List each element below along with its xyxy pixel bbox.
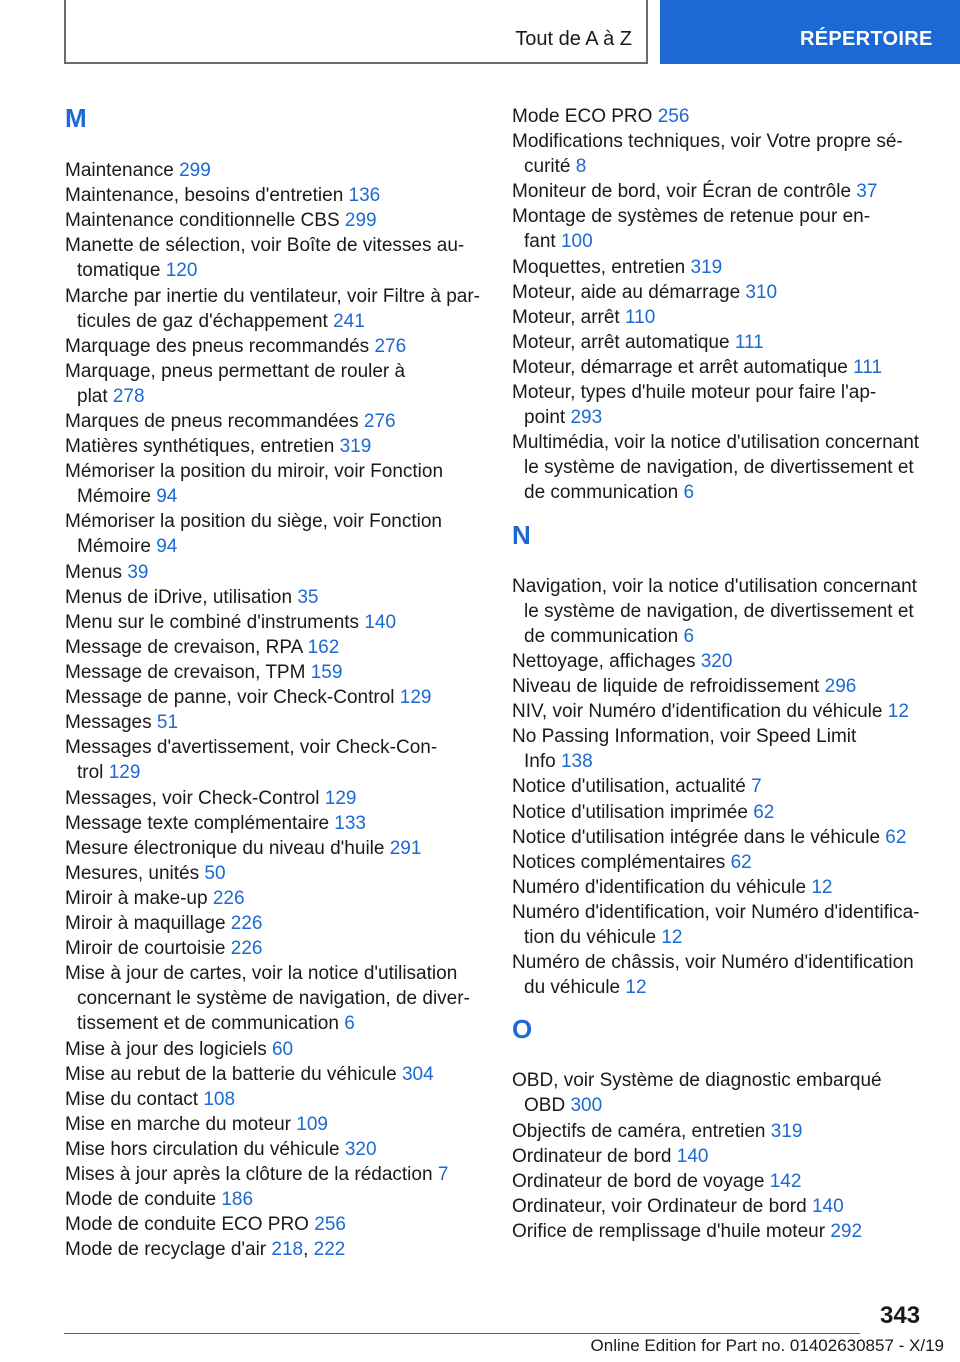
index-entry-text: curité 8: [524, 156, 587, 178]
page-reference-link[interactable]: 226: [212, 887, 245, 909]
index-entry: [65, 786, 485, 811]
index-entry-text: tomatique 120: [77, 260, 198, 282]
index-entry: [65, 334, 485, 359]
index-entry-text: OBD 300: [524, 1095, 603, 1117]
index-entry-text: Ordinateur de bord de voyage 142: [512, 1170, 802, 1192]
index-entry-text: Messages d'avertissement, voir Check-Con-: [65, 737, 438, 759]
page-reference-link[interactable]: 140: [811, 1195, 844, 1217]
index-entry-text: Maintenance conditionnelle CBS 299: [65, 210, 377, 232]
index-entry: [512, 724, 932, 774]
page-reference-link[interactable]: 304: [401, 1063, 434, 1085]
index-entry-text: Moteur, aide au démarrage 310: [512, 281, 778, 303]
index-entry: [512, 104, 932, 129]
page-reference-link[interactable]: 291: [389, 837, 422, 859]
page-reference-link[interactable]: 62: [885, 826, 907, 848]
page-reference-link[interactable]: 7: [437, 1164, 449, 1185]
page-reference-link[interactable]: 12: [811, 876, 833, 898]
index-entry-text: Modifications techniques, voir Votre propre sé-: [512, 131, 903, 153]
index-entry: [65, 233, 485, 283]
index-entry-text: No Passing Information, voir Speed Limit: [512, 726, 857, 748]
index-entry-text: Info 138: [524, 751, 593, 773]
index-entry: [65, 1162, 485, 1187]
index-entry: [512, 825, 932, 850]
page-reference-link[interactable]: 129: [399, 687, 432, 709]
index-entry-text: Mode de recyclage d'air 218, 222: [65, 1239, 346, 1261]
index-entry-text: Notice d'utilisation intégrée dans le véhicule 62: [512, 826, 907, 848]
page-reference-link[interactable]: 37: [856, 181, 878, 203]
page-reference-link[interactable]: 159: [310, 662, 343, 683]
index-entry: [512, 699, 932, 724]
page-reference-link[interactable]: 50: [204, 862, 226, 884]
index-entry-text: de communication 6: [524, 625, 695, 647]
index-entry-text: Messages 51: [65, 712, 179, 734]
index-entry: [512, 900, 932, 950]
index-entry-text: Ordinateur, voir Ordinateur de bord 140: [512, 1195, 844, 1217]
page-reference-link[interactable]: 8: [575, 156, 587, 178]
index-entry: [65, 936, 485, 961]
page-reference-link[interactable]: 12: [661, 926, 683, 948]
index-entry: [512, 179, 932, 204]
page-reference-link[interactable]: 12: [625, 977, 647, 999]
page-reference-link[interactable]: 293: [570, 407, 603, 429]
index-entry-text: Moteur, arrêt 110: [512, 306, 656, 328]
index-entry-text: Mise à jour de cartes, voir la notice d'utilisation: [65, 963, 458, 985]
index-entry: [512, 255, 932, 280]
index-entry: [512, 204, 932, 254]
index-entry-text: Mises à jour après la clôture de la rédaction 7: [65, 1164, 449, 1185]
index-entry-text: Maintenance 299: [65, 160, 211, 181]
index-entry-text: Message texte complémentaire 133: [65, 812, 366, 834]
index-entry-text: Numéro de châssis, voir Numéro d'identification: [512, 952, 914, 974]
index-entry-text: Ordinateur de bord 140: [512, 1145, 709, 1167]
page-reference-link[interactable]: 319: [339, 436, 372, 458]
index-entry-text: Message de panne, voir Check-Control 129: [65, 687, 432, 709]
page-reference-link[interactable]: 7: [751, 776, 762, 798]
index-entry-text: le système de navigation, de divertissement et: [524, 457, 914, 479]
index-entry-text: Notice d'utilisation, actualité 7: [512, 776, 762, 798]
index-entry: [512, 1144, 932, 1169]
index-entry: [65, 635, 485, 660]
index-entry: [65, 836, 485, 861]
index-entry: [65, 284, 485, 334]
index-entry-text: Notices complémentaires 62: [512, 851, 752, 873]
page-reference-link[interactable]: 256: [657, 106, 690, 127]
page-reference-link[interactable]: 39: [127, 561, 149, 583]
page-reference-link[interactable]: 94: [156, 536, 178, 558]
index-entry: [512, 1194, 932, 1219]
index-entry: [65, 183, 485, 208]
page-reference-link[interactable]: 140: [676, 1145, 709, 1167]
index-entry-text: Niveau de liquide de refroidissement 296: [512, 676, 857, 697]
index-entry-text: Mise à jour des logiciels 60: [65, 1038, 294, 1060]
header-tab-left-label: Tout de A à Z: [515, 28, 632, 50]
index-entry: [512, 355, 932, 380]
page-reference-link[interactable]: 278: [112, 385, 145, 407]
index-entry: [512, 330, 932, 355]
index-entry: [512, 774, 932, 799]
index-entry-text: NIV, voir Numéro d'identification du véhicule 12: [512, 701, 909, 723]
index-entry-text: trol 129: [77, 762, 141, 784]
index-entry-text: Matières synthétiques, entretien 319: [65, 436, 372, 458]
page-reference-link[interactable]: 62: [730, 851, 752, 873]
index-entry-text: Manette de sélection, voir Boîte de vitesses au-: [65, 235, 465, 257]
index-entry-text: Mesure électronique du niveau d'huile 291: [65, 837, 422, 859]
index-entry-text: Miroir de courtoisie 226: [65, 938, 263, 960]
index-entry: [65, 1212, 485, 1237]
index-entry: [65, 886, 485, 911]
section-letter: O: [512, 1014, 533, 1045]
page-reference-link[interactable]: 110: [625, 306, 656, 328]
page-reference-link[interactable]: 129: [108, 762, 141, 784]
page-reference-link[interactable]: 276: [363, 411, 396, 432]
page-reference-link[interactable]: 138: [560, 751, 593, 773]
index-entry-text: de communication 6: [524, 482, 695, 504]
index-entry-text: Nettoyage, affichages 320: [512, 650, 733, 672]
index-entry-text: Miroir à make-up 226: [65, 887, 245, 909]
index-entry-text: ticules de gaz d'échappement 241: [77, 310, 365, 332]
index-entry: [512, 1068, 932, 1118]
index-entry: [65, 1087, 485, 1112]
index-entry-text: Numéro d'identification, voir Numéro d'identifica-: [512, 901, 920, 923]
index-entry-text: Navigation, voir la notice d'utilisation concernant: [512, 575, 917, 597]
index-entry: [65, 610, 485, 635]
index-entry-text: Mode de conduite ECO PRO 256: [65, 1214, 346, 1236]
index-entry-text: tion du véhicule 12: [524, 926, 683, 948]
page-reference-link[interactable]: 62: [753, 801, 775, 823]
index-entry: [65, 685, 485, 710]
index-entry-text: Orifice de remplissage d'huile moteur 292: [512, 1220, 863, 1242]
index-entry: [65, 208, 485, 233]
page-reference-link[interactable]: 320: [700, 650, 733, 672]
index-entry-text: Menu sur le combiné d'instruments 140: [65, 611, 397, 633]
index-entry-text: Marques de pneus recommandées 276: [65, 411, 396, 432]
page-reference-link[interactable]: 51: [156, 712, 179, 734]
page-reference-link[interactable]: 133: [334, 812, 366, 834]
index-entry-text: Moteur, démarrage et arrêt automatique 111: [512, 357, 883, 378]
page-reference-link[interactable]: 320: [344, 1138, 377, 1160]
index-entry-text: Mode de conduite 186: [65, 1189, 254, 1211]
page-reference-link[interactable]: 109: [296, 1113, 328, 1135]
index-entry-text: du véhicule 12: [524, 977, 647, 999]
page-reference-link[interactable]: 276: [374, 335, 407, 357]
page-reference-link[interactable]: 100: [560, 231, 593, 253]
index-entry-text: Marquage, pneus permettant de rouler à: [65, 360, 406, 382]
page-reference-link[interactable]: 299: [179, 160, 211, 181]
index-entry: [512, 430, 932, 505]
page-reference-link[interactable]: 241: [333, 310, 365, 332]
index-entry-text: tissement et de communication 6: [77, 1013, 355, 1035]
index-entry: [65, 911, 485, 936]
index-entry-text: Mémoriser la position du miroir, voir Fonction: [65, 461, 444, 483]
index-entry: [512, 950, 932, 1000]
page-reference-link[interactable]: 300: [570, 1095, 603, 1117]
page-reference-link[interactable]: 319: [690, 256, 723, 278]
index-entry-text: fant 100: [524, 231, 593, 253]
index-entry: [65, 660, 485, 685]
index-entry-text: Moniteur de bord, voir Écran de contrôle 37: [512, 181, 878, 203]
index-entry: [65, 459, 485, 509]
index-entry: [512, 1169, 932, 1194]
index-entry-text: Mise au rebut de la batterie du véhicule 304: [65, 1063, 434, 1085]
index-entry-text: Menus 39: [65, 561, 149, 583]
index-entry: [65, 409, 485, 434]
page-reference-link[interactable]: 226: [230, 913, 263, 934]
index-entry: [512, 649, 932, 674]
index-entry-text: Mesures, unités 50: [65, 862, 226, 884]
index-entry: [512, 305, 932, 330]
header-tab-left: [64, 0, 648, 64]
index-entry-text: Objectifs de caméra, entretien 319: [512, 1120, 803, 1142]
index-entry: [65, 961, 485, 1036]
index-entry: [512, 800, 932, 825]
page-reference-link[interactable]: 299: [344, 210, 377, 232]
page-reference-link[interactable]: 256: [314, 1214, 346, 1236]
index-entry: [65, 1187, 485, 1212]
index-entry: [65, 1137, 485, 1162]
section-letter: M: [65, 103, 87, 133]
page-reference-link[interactable]: 319: [770, 1120, 803, 1142]
index-entry-text: Message de crevaison, RPA 162: [65, 636, 340, 658]
page-reference-link[interactable]: 296: [824, 676, 857, 697]
footer-rule: [64, 1333, 860, 1334]
index-entry: [512, 674, 932, 699]
index-entry-text: Moquettes, entretien 319: [512, 256, 723, 278]
page-reference-link[interactable]: 6: [683, 482, 695, 504]
index-entry: [65, 434, 485, 459]
index-entry: [65, 158, 485, 183]
index-entry-text: le système de navigation, de divertissement et: [524, 600, 914, 622]
index-entry-text: Mise en marche du moteur 109: [65, 1113, 328, 1135]
page-reference-link[interactable]: 6: [683, 625, 695, 647]
index-entry-text: Messages, voir Check-Control 129: [65, 787, 357, 809]
index-entry: [512, 850, 932, 875]
header-tab-right: [660, 0, 960, 64]
index-entry-text: OBD, voir Système de diagnostic embarqué: [512, 1070, 882, 1092]
page-reference-link[interactable]: 310: [745, 281, 778, 303]
page-reference-link[interactable]: 140: [364, 611, 397, 633]
index-entry-text: Miroir à maquillage 226: [65, 913, 263, 934]
index-entry-text: Mise du contact 108: [65, 1088, 236, 1110]
index-entry-text: Mise hors circulation du véhicule 320: [65, 1138, 377, 1160]
index-entry-text: Mémoire 94: [77, 536, 178, 558]
page-reference-link[interactable]: 12: [887, 701, 909, 723]
index-entry: [512, 1219, 932, 1244]
index-entry-text: Mode ECO PRO 256: [512, 106, 690, 127]
index-entry: [65, 585, 485, 610]
index-entry: [512, 129, 932, 179]
index-entry: [65, 710, 485, 735]
index-entry: [65, 1112, 485, 1137]
page-reference-link[interactable]: 129: [324, 787, 357, 809]
index-entry-text: Montage de systèmes de retenue pour en-: [512, 206, 871, 228]
index-entry: [65, 359, 485, 409]
index-entry-text: Message de crevaison, TPM 159: [65, 662, 343, 683]
index-entry-text: Moteur, types d'huile moteur pour faire l'ap-: [512, 382, 877, 404]
index-entry: [512, 380, 932, 430]
index-entry: [65, 735, 485, 785]
index-entry: [512, 280, 932, 305]
index-entry-text: Mémoriser la position du siège, voir Fonction: [65, 511, 443, 533]
page-reference-link[interactable]: 222: [313, 1239, 346, 1261]
index-entry: [65, 560, 485, 585]
page-number: 343: [880, 1302, 921, 1329]
index-entry-text: Notice d'utilisation imprimée 62: [512, 801, 775, 823]
page-reference-link[interactable]: 111: [853, 357, 883, 378]
page-reference-link[interactable]: 142: [769, 1170, 802, 1192]
page-reference-link[interactable]: 35: [297, 586, 319, 608]
index-entry-text: Multimédia, voir la notice d'utilisation concernant: [512, 432, 920, 454]
index-entry-text: Moteur, arrêt automatique 111: [512, 331, 764, 353]
page-reference-link[interactable]: 162: [307, 636, 340, 658]
index-entry: [512, 875, 932, 900]
index-entry: [65, 1037, 485, 1062]
index-entry: [65, 1062, 485, 1087]
header-tab-right-label: RÉPERTOIRE: [800, 28, 933, 50]
index-entry-text: plat 278: [77, 385, 145, 407]
page-reference-link[interactable]: 60: [271, 1038, 294, 1060]
footer-text: Online Edition for Part no. 01402630857 - X/19: [590, 1336, 944, 1355]
page-reference-link[interactable]: 226: [230, 938, 263, 960]
page-reference-link[interactable]: 218: [271, 1239, 304, 1261]
index-entry: [65, 861, 485, 886]
page-reference-link[interactable]: 136: [348, 185, 381, 207]
index-entry: [512, 574, 932, 649]
page-reference-link[interactable]: 120: [165, 260, 198, 282]
index-entry-text: point 293: [524, 407, 603, 429]
index-entry: [512, 1119, 932, 1144]
section-letter: N: [512, 519, 531, 550]
index-entry-text: Marche par inertie du ventilateur, voir Filtre à par-: [65, 285, 481, 307]
index-entry-text: Menus de iDrive, utilisation 35: [65, 586, 319, 608]
page-reference-link[interactable]: 186: [221, 1189, 254, 1211]
index-entry: [65, 1237, 485, 1262]
page-reference-link[interactable]: 292: [830, 1220, 863, 1242]
page-reference-link[interactable]: 108: [203, 1088, 236, 1110]
index-entry-text: Maintenance, besoins d'entretien 136: [65, 185, 381, 207]
index-entry-text: Marquage des pneus recommandés 276: [65, 335, 407, 357]
index-entry: [65, 509, 485, 559]
index-entry-text: Numéro d'identification du véhicule 12: [512, 876, 833, 898]
page-reference-link[interactable]: 111: [734, 331, 764, 353]
index-entry-text: Mémoire 94: [77, 486, 178, 508]
page-reference-link[interactable]: 6: [344, 1013, 355, 1035]
index-entry: [65, 811, 485, 836]
page-reference-link[interactable]: 94: [156, 486, 178, 508]
index-entry-text: concernant le système de navigation, de diver-: [77, 988, 470, 1010]
